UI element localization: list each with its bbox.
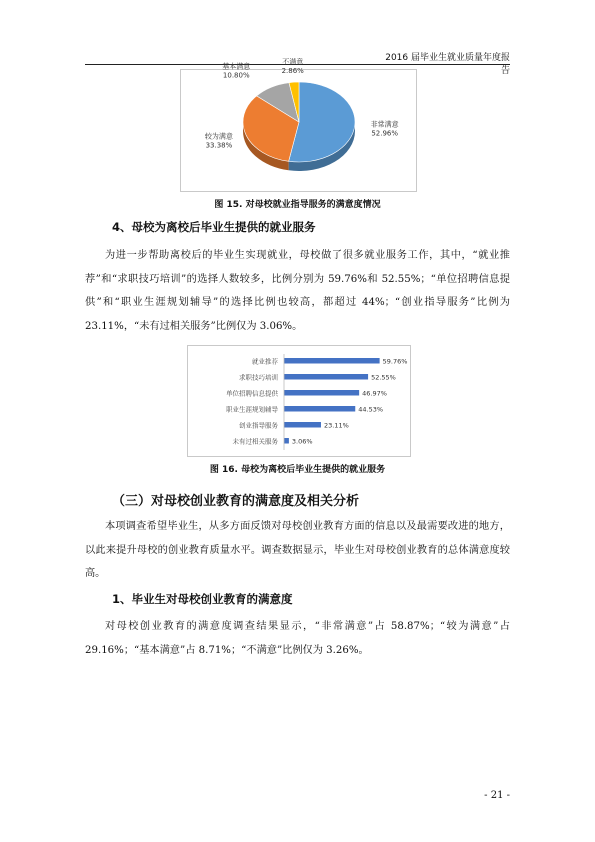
bar bbox=[284, 358, 380, 364]
pie-label-category: 基本满意 bbox=[222, 62, 251, 71]
bar-category-label: 求职技巧培训 bbox=[239, 373, 278, 382]
figure-15-caption: 图 15. 对母校就业指导服务的满意度情况 bbox=[214, 200, 381, 210]
bar-category-label: 创业指导服务 bbox=[239, 421, 278, 430]
pie-label-category: 不满意 bbox=[282, 58, 304, 67]
bar bbox=[284, 374, 368, 380]
bar-value-label: 3.06% bbox=[291, 437, 313, 446]
bar-value-label: 59.76% bbox=[382, 357, 408, 366]
pie-label-value: 52.96% bbox=[371, 129, 399, 138]
paragraph-text: 本项调查希望毕业生，从多方面反馈对母校创业教育方面的信息以及最需要改进的地方，以此来提升母校的创业教育质量水平。调查数据显示，毕业生对母校创业教育的总体满意度较高。 bbox=[85, 521, 510, 579]
pie-label-category: 较为满意 bbox=[204, 132, 233, 141]
section-1-heading: 1、毕业生对母校创业教育的满意度 bbox=[112, 592, 293, 606]
bar-value-label: 52.55% bbox=[371, 373, 396, 382]
bar bbox=[284, 390, 359, 396]
figure-15-pie-chart bbox=[180, 58, 417, 192]
header-title: 2016 届毕业生就业质量年度报告 bbox=[385, 53, 510, 76]
page-number: - 21 - bbox=[484, 790, 510, 801]
pie-chart-svg bbox=[181, 58, 416, 191]
bar-category-label: 就业推荐 bbox=[252, 357, 278, 366]
bar bbox=[284, 422, 321, 428]
figure-16-bar-chart bbox=[187, 345, 411, 457]
bar-value-label: 23.11% bbox=[323, 421, 349, 430]
bar bbox=[284, 438, 289, 444]
section-1-paragraph bbox=[85, 615, 510, 662]
section-3-heading: （三）对母校创业教育的满意度及相关分析 bbox=[112, 494, 360, 509]
bar-category-label: 未有过相关服务 bbox=[232, 437, 278, 446]
pie-label-value: 33.38% bbox=[205, 141, 233, 150]
section-4-paragraph bbox=[85, 244, 510, 338]
figure-16-caption: 图 16. 母校为离校后毕业生提供的就业服务 bbox=[209, 465, 386, 475]
bar-chart-svg bbox=[188, 346, 410, 456]
section-3-paragraph bbox=[85, 515, 510, 586]
pie-label-value: 2.86% bbox=[281, 67, 304, 76]
bar-category-label: 单位招聘信息提供 bbox=[226, 389, 278, 398]
pie-label-value: 10.80% bbox=[222, 71, 250, 80]
paragraph-text: 为进一步帮助离校后的毕业生实现就业，母校做了很多就业服务工作，其中，“就业推荐”和“求职技巧培训”的选择人数较多，比例分别为 59.76%和 52.55%；“单位招聘信息提供”和“职业生涯规划辅导”的选择比例也较高，都超过 44%；“创业指导服务”比例为 23.11%，“未有过相关服务”比例仅为 3.06%。 bbox=[85, 250, 510, 332]
pie-label-category: 非常满意 bbox=[370, 120, 399, 129]
bar-value-label: 44.53% bbox=[358, 405, 384, 414]
bar-category-label: 职业生涯规划辅导 bbox=[226, 405, 278, 414]
bar bbox=[284, 406, 355, 412]
bar-value-label: 46.97% bbox=[362, 389, 387, 398]
paragraph-text: 对母校创业教育的满意度调查结果显示，“非常满意”占 58.87%；“较为满意”占 29.16%；“基本满意”占 8.71%；“不满意”比例仅为 3.26%。 bbox=[85, 621, 510, 656]
section-4-heading: 4、母校为离校后毕业生提供的就业服务 bbox=[112, 220, 316, 234]
